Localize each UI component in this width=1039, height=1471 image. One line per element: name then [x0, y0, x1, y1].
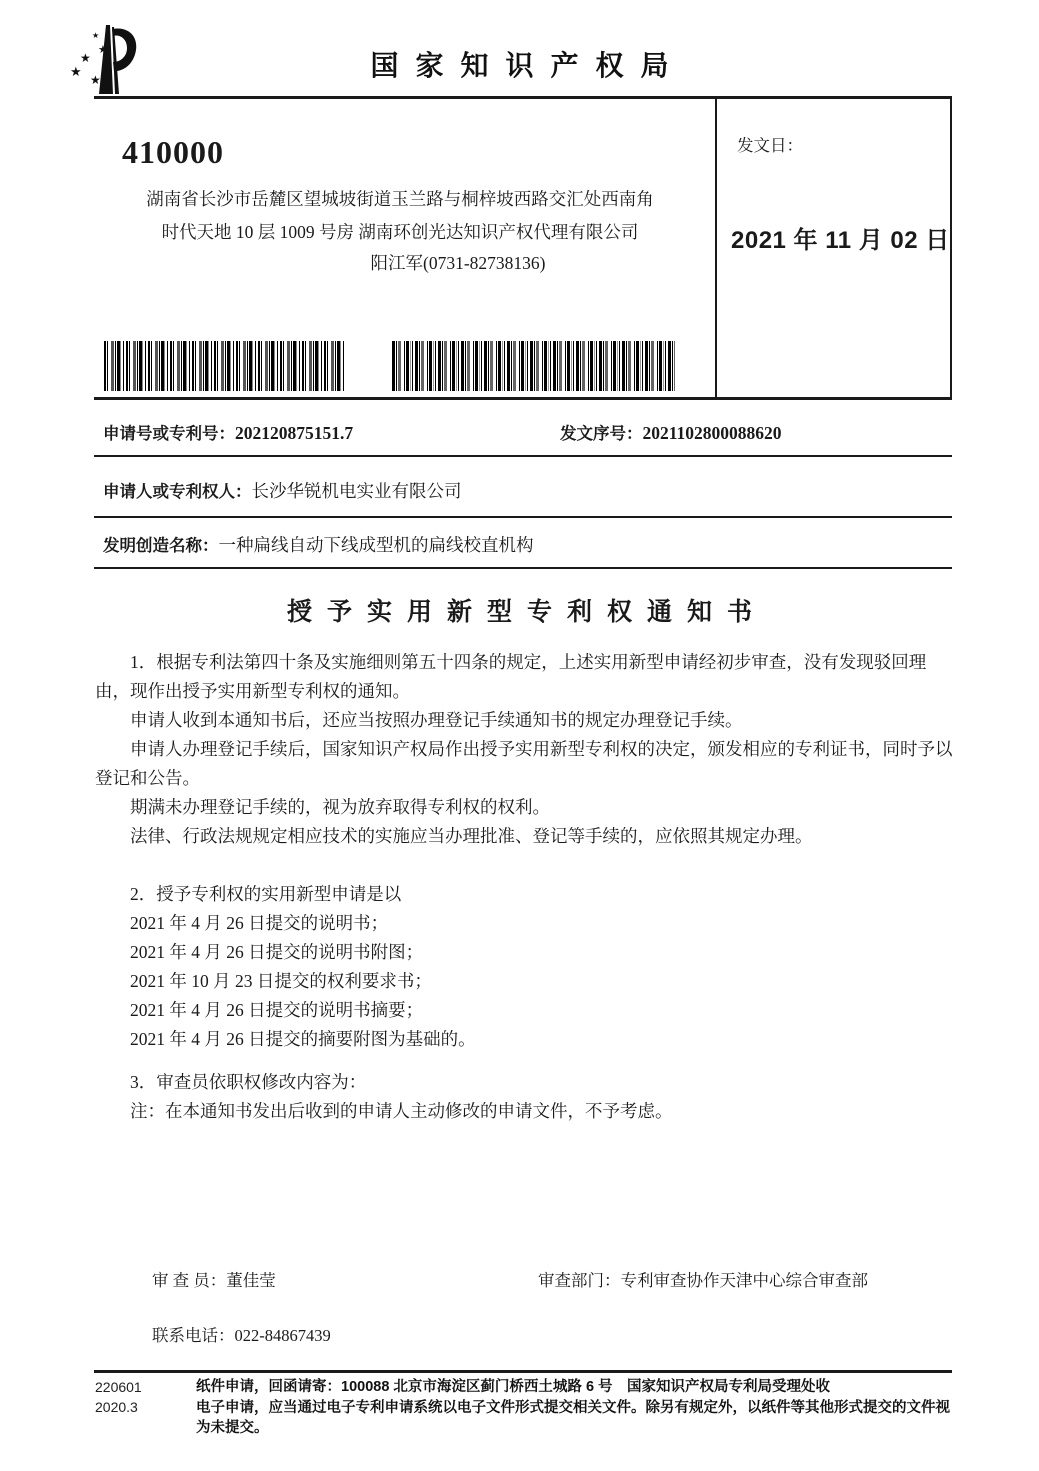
- body-paragraph: 2021 年 4 月 26 日提交的说明书附图；: [130, 942, 424, 962]
- star-icon: ★: [98, 43, 108, 56]
- applicant-value: 长沙华锐机电实业有限公司: [251, 481, 462, 501]
- recipient-address-line2: 时代天地 10 层 1009 号房 湖南环创光达知识产权代理有限公司: [161, 222, 639, 242]
- recipient-address-line1: 湖南省长沙市岳麓区望城坡街道玉兰路与桐梓坡西路交汇处西南角: [146, 189, 654, 209]
- applicant-label: 申请人或专利权人：: [103, 483, 252, 501]
- phone-label: 联系电话：: [152, 1326, 235, 1345]
- department-row: [538, 1267, 868, 1291]
- body-paragraph: 注：在本通知书发出后收到的申请人主动修改的申请文件，不予考虑。: [130, 1101, 673, 1121]
- form-code: 220601: [95, 1379, 142, 1395]
- examiner-row: [152, 1267, 276, 1291]
- footer-note-line2: 电子申请，应当通过电子专利申请系统以电子文件形式提交相关文件。除另有规定外，以纸件等其他形式提交的文件视为未提交。: [196, 1399, 950, 1436]
- agency-title: 国家知识产权局: [370, 50, 686, 81]
- paragraph-gap: [95, 851, 955, 880]
- footer-rule: [94, 1370, 952, 1373]
- body-paragraph: 申请人办理登记手续后，国家知识产权局作出授予实用新型专利权的决定，颁发相应的专利证书，同时予以登记和公告。: [95, 739, 953, 788]
- notice-title: 授予实用新型专利权通知书: [286, 598, 767, 626]
- body-paragraph: 2021 年 4 月 26 日提交的说明书摘要；: [130, 1000, 424, 1020]
- invention-title-label: 发明创造名称：: [103, 537, 219, 555]
- star-icon: ★: [70, 65, 82, 80]
- header-rule: [94, 96, 952, 99]
- dispatch-date-label: 发文日：: [737, 136, 803, 155]
- datebox-right-border: [950, 96, 952, 399]
- department-label: 审查部门：: [538, 1271, 621, 1290]
- body-paragraph: 法律、行政法规规定相应技术的实施应当办理批准、登记等手续的，应依照其规定办理。: [130, 826, 813, 846]
- body-paragraph: 1．根据专利法第四十条及实施细则第五十四条的规定，上述实用新型申请经初步审查，没有发现驳回理由，现作出授予实用新型专利权的通知。: [95, 652, 927, 701]
- phone-value: 022-84867439: [234, 1326, 331, 1345]
- form-version: 2020.3: [95, 1399, 138, 1415]
- application-number-row: [103, 420, 952, 444]
- body-paragraph: 3．审查员依职权修改内容为：: [130, 1072, 367, 1092]
- invention-title-row: [103, 532, 952, 557]
- dispatch-date-value: 2021 年 11 月 02 日: [731, 227, 950, 254]
- star-icon: ★: [80, 51, 91, 65]
- body-paragraph: 2021 年 4 月 26 日提交的说明书；: [130, 913, 389, 933]
- star-icon: ★: [90, 73, 101, 87]
- body-paragraph: 2．授予专利权的实用新型申请是以: [130, 884, 402, 904]
- serial-number-value: 2021102800088620: [642, 423, 782, 443]
- invention-title-value: 一种扁线自动下线成型机的扁线校直机构: [218, 535, 534, 555]
- recipient-postcode: 410000: [122, 134, 224, 170]
- department-name: 专利审查协作天津中心综合审查部: [620, 1271, 868, 1290]
- paragraph-gap: [95, 1054, 955, 1068]
- application-number-label: 申请号或专利号：: [103, 425, 235, 443]
- body-paragraph: 2021 年 4 月 26 日提交的摘要附图为基础的。: [130, 1029, 476, 1049]
- row-rule: [94, 455, 952, 457]
- datebox-left-border: [715, 96, 717, 399]
- footer-note-line1: 纸件申请，回函请寄：100088 北京市海淀区蓟门桥西土城路 6 号 国家知识产权局专利局受理处收: [196, 1379, 831, 1395]
- serial-number-label: 发文序号：: [560, 425, 643, 443]
- barcode: [104, 341, 344, 391]
- barcode: [392, 341, 675, 391]
- footer-note: [196, 1377, 956, 1439]
- examiner-label: 审 查 员：: [152, 1271, 227, 1290]
- notice-body: [95, 648, 955, 1126]
- application-number-value: 202120875151.7: [235, 423, 354, 443]
- body-paragraph: 期满未办理登记手续的，视为放弃取得专利权的权利。: [130, 797, 550, 817]
- row-rule: [94, 567, 952, 569]
- body-paragraph: 2021 年 10 月 23 日提交的权利要求书；: [130, 971, 432, 991]
- applicant-row: [103, 478, 952, 503]
- examiner-name: 董佳莹: [226, 1271, 276, 1290]
- star-icon: ★: [92, 31, 100, 40]
- body-paragraph: 申请人收到本通知书后，还应当按照办理登记手续通知书的规定办理登记手续。: [130, 710, 743, 730]
- recipient-contact: 阳江军(0731-82738136): [370, 253, 546, 273]
- form-codes: [95, 1377, 142, 1417]
- section-rule: [94, 397, 952, 400]
- row-rule: [94, 516, 952, 518]
- phone-row: [152, 1322, 331, 1346]
